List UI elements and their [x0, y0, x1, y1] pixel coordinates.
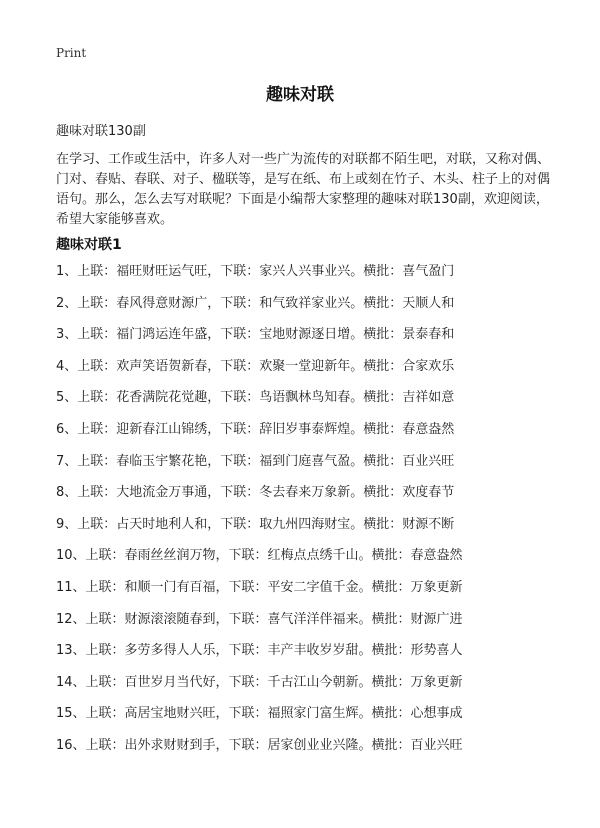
couplet-item: 15、上联：高居宝地财兴旺，下联：福照家门富生辉。横批：心想事成 — [56, 706, 463, 722]
couplet-item: 11、上联：和顺一门有百福，下联：平安二字值千金。横批：万象更新 — [56, 579, 463, 595]
couplet-item: 2、上联：春风得意财源广，下联：和气致祥家业兴。横批：天顺人和 — [56, 295, 455, 311]
couplet-item: 5、上联：花香满院花觉趣，下联：鸟语飘林鸟知春。横批：吉祥如意 — [56, 390, 455, 406]
couplet-item: 3、上联：福门鸿运连年盛，下联：宝地财源逐日增。横批：景泰春和 — [56, 327, 455, 343]
intro-paragraph: 在学习、工作或生活中，许多人对一些广为流传的对联都不陌生吧，对联，又称对偶、门对、春贴、春联、对子、楹联等，是写在纸、布上或刻在竹子、木头、柱子上的对偶语句。那么，怎么去写对联呢？下面是小编帮大家整理的趣味对联130副，欢迎阅读，希望大家能够喜欢。 — [56, 152, 551, 227]
section-heading: 趣味对联1 — [56, 237, 122, 253]
couplet-item: 13、上联：多劳多得人人乐，下联：丰产丰收岁岁甜。横批：形势喜人 — [56, 643, 463, 659]
couplet-item: 7、上联：春临玉宇繁花艳，下联：福到门庭喜气盈。横批：百业兴旺 — [56, 453, 455, 469]
print-link[interactable]: Print — [56, 46, 87, 60]
couplet-item: 12、上联：财源滚滚随春到，下联：喜气洋洋伴福来。横批：财源广进 — [56, 611, 463, 627]
couplet-item: 14、上联：百世岁月当代好，下联：千古江山今朝新。横批：万象更新 — [56, 674, 463, 690]
couplet-item: 6、上联：迎新春江山锦绣，下联：辞旧岁事泰辉煌。横批：春意盎然 — [56, 421, 455, 437]
couplet-item: 8、上联：大地流金万事通，下联：冬去春来万象新。横批：欢度春节 — [56, 485, 455, 501]
couplet-item: 1、上联：福旺财旺运气旺，下联：家兴人兴事业兴。横批：喜气盈门 — [56, 264, 455, 279]
page-title: 趣味对联 — [266, 85, 334, 105]
couplet-item: 4、上联：欢声笑语贺新春，下联：欢聚一堂迎新年。横批：合家欢乐 — [56, 358, 455, 374]
page-subtitle: 趣味对联130副 — [56, 124, 146, 139]
couplet-list — [56, 262, 550, 768]
couplet-item: 9、上联：占天时地利人和，下联：取九州四海财宝。横批：财源不断 — [56, 516, 455, 532]
couplet-item: 10、上联：春雨丝丝润万物，下联：红梅点点绣千山。横批：春意盎然 — [56, 548, 463, 564]
couplet-item: 16、上联：出外求财财到手，下联：居家创业业兴隆。横批：百业兴旺 — [56, 737, 463, 753]
